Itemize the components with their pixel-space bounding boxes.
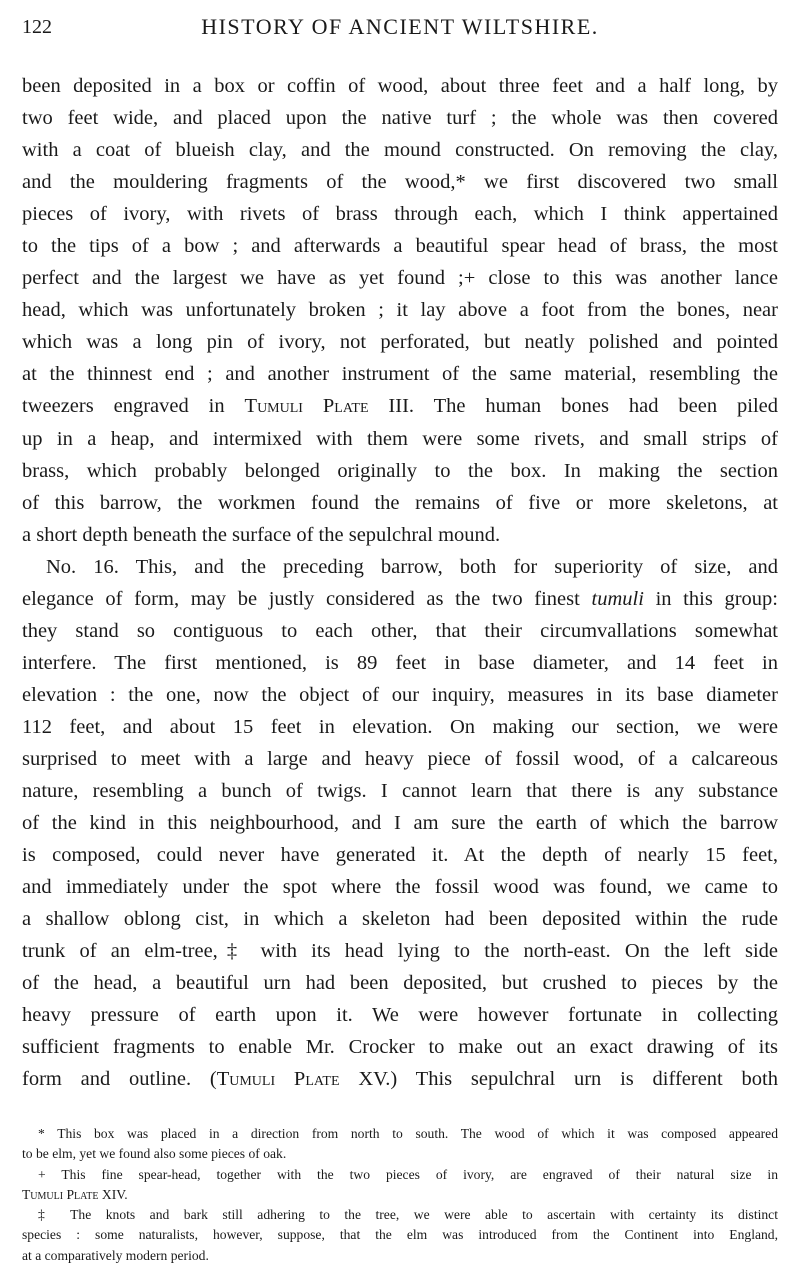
text-run: XV.) This sepulchral urn is different both (339, 1068, 778, 1091)
text-line (22, 583, 778, 615)
footnote-line (22, 1225, 778, 1245)
text-run: perfect and the largest we have as yet found ;+ close to this was another lance (22, 267, 778, 290)
text-line (22, 551, 778, 583)
text-line (22, 967, 778, 999)
text-line (22, 679, 778, 711)
text-run: at a comparatively modern period. (22, 1247, 209, 1263)
text-line (22, 166, 778, 198)
text-line (22, 711, 778, 743)
small-caps-run: Tumuli Plate (244, 395, 369, 418)
text-run: head, which was unfortunately broken ; it lay above a foot from the bones, near (22, 299, 778, 322)
text-run: ‡ The knots and bark still adhering to the tree, we were able to ascertain with certainty its distinct (38, 1207, 778, 1223)
text-run: and the mouldering fragments of the wood,* we first discovered two small (22, 171, 778, 194)
footnote-line (22, 1144, 778, 1164)
text-line (22, 647, 778, 679)
text-line (22, 294, 778, 326)
text-run: species : some naturalists, however, suppose, that the elm was introduced from the Continent into England, (22, 1227, 778, 1243)
text-run: of the kind in this neighbourhood, and I am sure the earth of which the barrow (22, 812, 778, 835)
italic-run: tumuli (591, 587, 644, 610)
text-run: pieces of ivory, with rivets of brass through each, which I think appertained (22, 203, 778, 226)
text-run: sufficient fragments to enable Mr. Crocker to make out an exact drawing of its (22, 1036, 778, 1059)
text-run: to the tips of a bow ; and afterwards a beautiful spear head of brass, the most (22, 235, 778, 258)
text-line (22, 326, 778, 358)
text-run: interfere. The first mentioned, is 89 feet in base diameter, and 14 feet in (22, 651, 778, 674)
small-caps-run: Tumuli Plate (22, 1186, 99, 1202)
text-line (22, 743, 778, 775)
text-run: heavy pressure of earth upon it. We were however fortunate in collecting (22, 1004, 778, 1027)
text-run: and immediately under the spot where the fossil wood was found, we came to (22, 876, 778, 899)
text-run: a short depth beneath the surface of the sepulchral mound. (22, 523, 501, 546)
text-line (22, 487, 778, 519)
text-line (22, 198, 778, 230)
text-line (22, 807, 778, 839)
text-run: + This fine spear-head, together with the two pieces of ivory, are engraved of their natural size in (38, 1166, 778, 1182)
text-run: to be elm, yet we found also some pieces of oak. (22, 1146, 287, 1162)
text-line (22, 102, 778, 134)
text-run: of the head, a beautiful urn had been deposited, but crushed to pieces by the (22, 972, 778, 995)
text-run: 112 feet, and about 15 feet in elevation. On making our section, we were (22, 715, 778, 738)
text-run: of this barrow, the workmen found the remains of five or more skeletons, at (22, 491, 778, 514)
text-run: up in a heap, and intermixed with them were some rivets, and small strips of (22, 427, 778, 450)
text-line (22, 1031, 778, 1063)
footnote-line (22, 1185, 778, 1205)
text-run: been deposited in a box or coffin of wood, about three feet and a half long, by (22, 75, 778, 97)
text-line (22, 358, 778, 390)
text-run: elegance of form, may be justly considered as the two finest (22, 587, 592, 610)
text-run: two feet wide, and placed upon the native turf ; the whole was then covered (22, 107, 778, 130)
footnote-line (22, 1165, 778, 1185)
text-run: elevation : the one, now the object of our inquiry, measures in its base diameter (22, 683, 778, 706)
text-line (22, 390, 778, 422)
text-run: form and outline. ( (22, 1068, 217, 1091)
text-run: III. The human bones had been piled (368, 395, 778, 418)
text-line (22, 839, 778, 871)
text-line (22, 134, 778, 166)
text-run: in this group: (643, 587, 778, 610)
footnote-line (22, 1124, 778, 1144)
text-run: brass, which probably belonged originally to the box. In making the section (22, 459, 778, 482)
text-line (22, 935, 778, 967)
text-run: XIV. (98, 1186, 128, 1202)
text-line (22, 1063, 778, 1095)
text-line (22, 775, 778, 807)
small-caps-run: Tumuli Plate (216, 1068, 340, 1091)
text-run: with a coat of blueish clay, and the mound constructed. On removing the clay, (22, 139, 778, 162)
text-line (22, 230, 778, 262)
footnote-line (22, 1205, 778, 1225)
text-line (22, 70, 778, 102)
footnotes (22, 1124, 778, 1266)
text-line (22, 615, 778, 647)
text-run: nature, resembling a bunch of twigs. I cannot learn that there is any substance (22, 780, 778, 803)
text-run: they stand so contiguous to each other, that their circumvallations somewhat (22, 619, 778, 642)
text-run: * This box was placed in a direction from north to south. The wood of which it was composed appeared (38, 1126, 778, 1141)
text-line (22, 423, 778, 455)
text-run: which was a long pin of ivory, not perforated, but neatly polished and pointed (22, 331, 778, 354)
text-line (22, 999, 778, 1031)
text-run: tweezers engraved in (22, 395, 245, 418)
body-text (22, 70, 778, 1096)
text-line (22, 903, 778, 935)
text-run: a shallow oblong cist, in which a skeleton had been deposited within the rude (22, 908, 778, 931)
footnote-line (22, 1246, 778, 1266)
text-line (22, 519, 778, 551)
text-line (22, 455, 778, 487)
text-line (22, 871, 778, 903)
text-run: trunk of an elm-tree,‡ with its head lying to the north-east. On the left side (22, 940, 778, 963)
text-run: at the thinnest end ; and another instrument of the same material, resembling the (22, 363, 778, 386)
text-run: surprised to meet with a large and heavy piece of fossil wood, of a calcareous (22, 747, 778, 770)
text-run: No. 16. This, and the preceding barrow, both for superiority of size, and (46, 555, 778, 578)
text-line (22, 262, 778, 294)
page-number: 122 (22, 16, 52, 38)
running-title: HISTORY OF ANCIENT WILTSHIRE. (201, 14, 599, 39)
text-run: is composed, could never have generated it. At the depth of nearly 15 feet, (22, 844, 778, 867)
